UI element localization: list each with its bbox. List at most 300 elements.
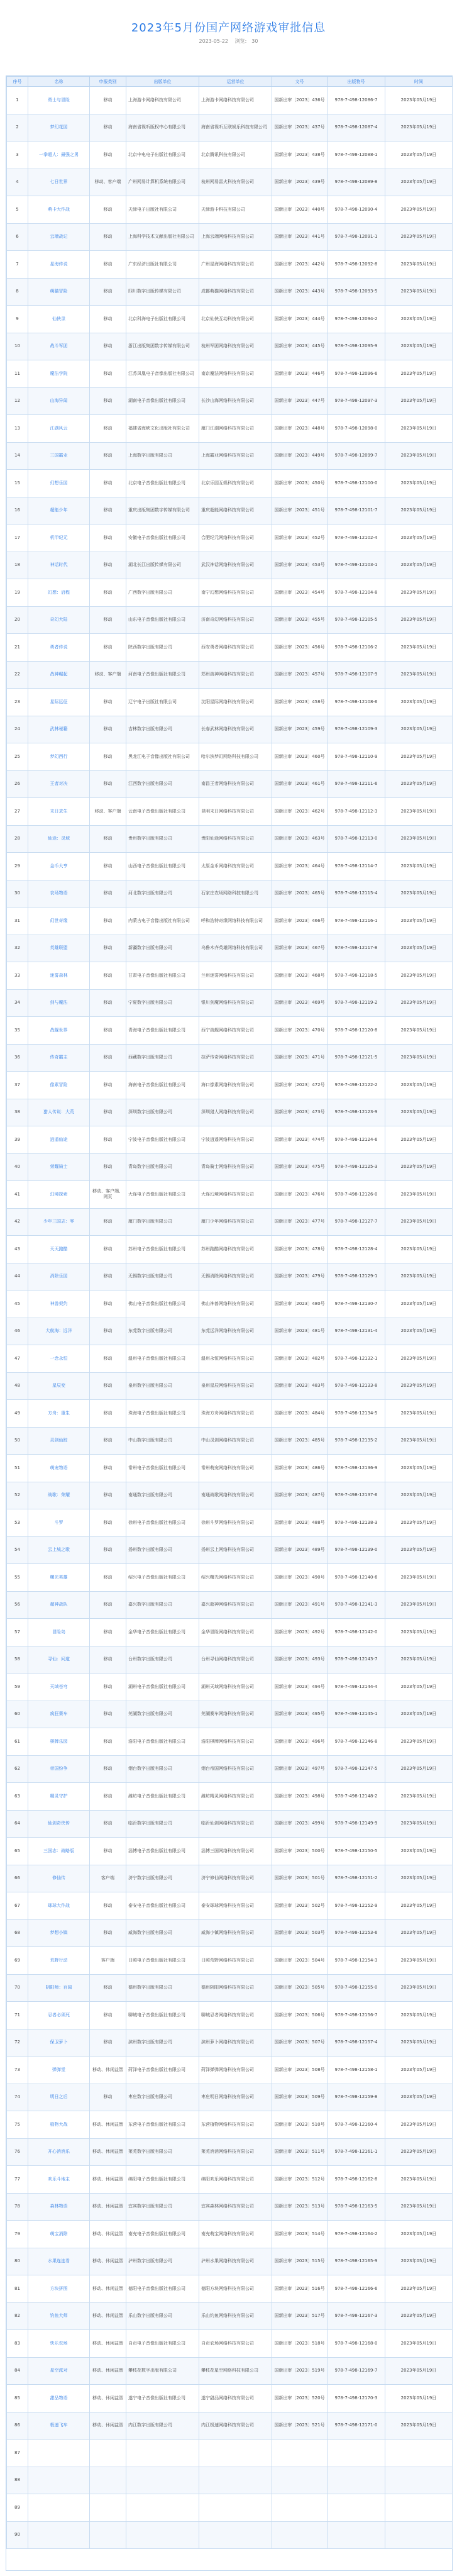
cell-name[interactable]: 仙剑奇侠传	[28, 1810, 90, 1838]
cell-name[interactable]: 机甲纪元	[28, 525, 90, 552]
views-label: 浏览:	[234, 38, 247, 44]
cell-document-no: 国新出审〔2023〕461号	[272, 770, 328, 798]
cell-name[interactable]: 战斗军团	[28, 333, 90, 360]
col-header-category: 申报类别	[90, 77, 126, 87]
cell-publisher: 常州电子音像出版社有限公司	[126, 1455, 199, 1482]
cell-isbn: 978-7-498-12169-7	[328, 2357, 385, 2385]
cell-isbn: 978-7-498-12099-7	[328, 442, 385, 470]
cell-document-no: 国新出审〔2023〕516号	[272, 2275, 328, 2303]
cell-no: 90	[7, 2521, 28, 2549]
cell-date: 2023年05月19日	[385, 2330, 453, 2358]
cell-name[interactable]: 战舰世界	[28, 1017, 90, 1045]
cell-publisher: 泰安电子音像出版社有限公司	[126, 1892, 199, 1920]
cell-no: 59	[7, 1674, 28, 1701]
cell-name[interactable]: 疯狂赛车	[28, 1701, 90, 1728]
cell-publisher: 无锡数字出版有限公司	[126, 1263, 199, 1291]
cell-operator: 烟台帝国网络科技有限公司	[199, 1755, 272, 1783]
cell-document-no: 国新出审〔2023〕488号	[272, 1509, 328, 1537]
cell-publisher: 宁夏数字出版有限公司	[126, 989, 199, 1017]
cell-name[interactable]: 植物大战	[28, 2111, 90, 2139]
cell-publisher: 淄博电子音像出版社有限公司	[126, 1838, 199, 1865]
cell-date: 2023年05月19日	[385, 1181, 453, 1209]
cell-publisher: 吉林数字出版有限公司	[126, 716, 199, 743]
table-row	[7, 525, 453, 552]
cell-document-no: 国新出审〔2023〕492号	[272, 1619, 328, 1646]
cell-name[interactable]: 幻世奇缘	[28, 908, 90, 935]
cell-name[interactable]: 寻仙：问道	[28, 1646, 90, 1674]
cell-document-no: 国新出审〔2023〕471号	[272, 1044, 328, 1072]
cell-name[interactable]: 战神崛起	[28, 661, 90, 689]
cell-name[interactable]: 神兽契约	[28, 1291, 90, 1318]
table-row	[7, 142, 453, 169]
cell-name[interactable]: 星空派对	[28, 2357, 90, 2385]
cell-name[interactable]: 云上城之歌	[28, 1536, 90, 1564]
cell-no: 3	[7, 142, 28, 169]
cell-no: 1	[7, 87, 28, 114]
cell-isbn: 978-7-498-12147-5	[328, 1755, 385, 1783]
cell-operator: 海南省视听互联娱乐科技有限公司	[199, 114, 272, 142]
cell-name[interactable]: 仙侠录	[28, 306, 90, 333]
cell-name[interactable]: 天域苍穹	[28, 1674, 90, 1701]
cell-date: 2023年05月19日	[385, 1619, 453, 1646]
cell-publisher: 山东电子音像出版社有限公司	[126, 606, 199, 634]
table-row	[7, 1099, 453, 1126]
cell-publisher: 湖北长江出版传媒有限公司	[126, 552, 199, 579]
cell-date: 2023年05月19日	[385, 2002, 453, 2029]
cell-document-no: 国新出审〔2023〕459号	[272, 716, 328, 743]
cell-document-no: 国新出审〔2023〕440号	[272, 196, 328, 224]
cell-name[interactable]: 明日之后	[28, 2084, 90, 2111]
cell-isbn: 978-7-498-12095-9	[328, 333, 385, 360]
cell-date: 2023年05月19日	[385, 552, 453, 579]
table-row	[7, 962, 453, 990]
cell-operator: 西安勇者网络科技有限公司	[199, 634, 272, 662]
cell-category: 移动	[90, 415, 126, 443]
cell-category: 移动	[90, 552, 126, 579]
cell-name[interactable]: 阴阳师：百闻	[28, 1974, 90, 2002]
cell-isbn: 978-7-498-12104-8	[328, 579, 385, 607]
cell-operator: 石家庄农场网络科技有限公司	[199, 880, 272, 908]
cell-name[interactable]: 三国霸业	[28, 442, 90, 470]
cell-name[interactable]: 方舟：重生	[28, 1400, 90, 1428]
cell-name[interactable]: 忍者必须死	[28, 2002, 90, 2029]
cell-name[interactable]: 保卫萝卜	[28, 2029, 90, 2057]
cell-no: 20	[7, 606, 28, 634]
cell-document-no: 国新出审〔2023〕520号	[272, 2385, 328, 2412]
cell-name[interactable]: 勇士与冒险	[28, 87, 90, 114]
cell-name[interactable]: 水果连连看	[28, 2248, 90, 2275]
cell-document-no: 国新出审〔2023〕447号	[272, 387, 328, 415]
cell-name[interactable]: 棋牌乐园	[28, 1728, 90, 1756]
table-row	[7, 1372, 453, 1400]
cell-document-no: 国新出审〔2023〕437号	[272, 114, 328, 142]
cell-no: 52	[7, 1482, 28, 1509]
cell-operator: 济南奇幻网络科技有限公司	[199, 606, 272, 634]
cell-name[interactable]: 七日世界	[28, 169, 90, 196]
cell-name[interactable]: 幻想：启程	[28, 579, 90, 607]
cell-category: 移动	[90, 306, 126, 333]
cell-document-no: 国新出审〔2023〕467号	[272, 935, 328, 962]
cell-name[interactable]: 末日求生	[28, 798, 90, 826]
approval-table-container	[6, 75, 453, 2571]
cell-publisher: 广东经济出版社有限公司	[126, 251, 199, 279]
cell-name[interactable]: 精灵守护	[28, 1783, 90, 1811]
cell-publisher: 浙江出版集团数字传媒有限公司	[126, 333, 199, 360]
cell-no: 29	[7, 853, 28, 880]
cell-operator: 上海霸业网络科技有限公司	[199, 442, 272, 470]
cell-operator: 台州寻仙网络科技有限公司	[199, 1646, 272, 1674]
cell-date: 2023年05月19日	[385, 1728, 453, 1756]
cell-category: 移动	[90, 1619, 126, 1646]
cell-name[interactable]: 山海异闻	[28, 387, 90, 415]
cell-operator: 长沙山海网络科技有限公司	[199, 387, 272, 415]
cell-name[interactable]: 球球大作战	[28, 1892, 90, 1920]
cell-category: 移动、客户端	[90, 798, 126, 826]
cell-name[interactable]: 星际远征	[28, 689, 90, 716]
cell-name[interactable]: 修仙传	[28, 1865, 90, 1892]
cell-publisher: 徐州电子音像出版社有限公司	[126, 1509, 199, 1537]
cell-isbn: 978-7-498-12144-4	[328, 1674, 385, 1701]
table-row	[7, 114, 453, 142]
cell-date: 2023年05月19日	[385, 935, 453, 962]
cell-operator: 昆明末日网络科技有限公司	[199, 798, 272, 826]
cell-no: 58	[7, 1646, 28, 1674]
cell-category: 移动	[90, 1919, 126, 1947]
cell-name[interactable]	[28, 2440, 90, 2467]
cell-name[interactable]: 萌宠物语	[28, 1455, 90, 1482]
cell-isbn: 978-7-498-12128-4	[328, 1236, 385, 1263]
cell-publisher: 中山数字出版有限公司	[126, 1427, 199, 1455]
table-row	[7, 2193, 453, 2221]
cell-isbn: 978-7-498-12148-2	[328, 1783, 385, 1811]
cell-category: 移动	[90, 1564, 126, 1592]
cell-date: 2023年05月19日	[385, 853, 453, 880]
cell-name[interactable]: 迷雾森林	[28, 962, 90, 990]
cell-name[interactable]: 梦幻花园	[28, 114, 90, 142]
cell-category: 移动	[90, 1728, 126, 1756]
cell-isbn	[328, 2494, 385, 2522]
cell-name[interactable]: 冒险岛	[28, 1619, 90, 1646]
cell-date: 2023年05月19日	[385, 2385, 453, 2412]
cell-no: 37	[7, 1072, 28, 1099]
cell-document-no: 国新出审〔2023〕479号	[272, 1263, 328, 1291]
cell-document-no: 国新出审〔2023〕446号	[272, 360, 328, 388]
cell-name[interactable]: 猎人传说：大荒	[28, 1099, 90, 1126]
cell-date: 2023年05月19日	[385, 2221, 453, 2248]
cell-no: 41	[7, 1181, 28, 1209]
cell-name[interactable]: 天天跑酷	[28, 1236, 90, 1263]
cell-isbn: 978-7-498-12130-7	[328, 1291, 385, 1318]
cell-document-no: 国新出审〔2023〕463号	[272, 825, 328, 853]
cell-publisher: 江苏凤凰电子音像出版社有限公司	[126, 360, 199, 388]
cell-publisher: 新疆数字出版有限公司	[126, 935, 199, 962]
cell-name[interactable]: 弹弹堂	[28, 2057, 90, 2084]
cell-document-no: 国新出审〔2023〕509号	[272, 2084, 328, 2111]
cell-no: 63	[7, 1783, 28, 1811]
cell-operator: 兰州迷雾网络科技有限公司	[199, 962, 272, 990]
table-row	[7, 169, 453, 196]
cell-operator: 厦门少年网络科技有限公司	[199, 1208, 272, 1236]
cell-category: 移动	[90, 1892, 126, 1920]
cell-category: 移动、休闲益智	[90, 2302, 126, 2330]
cell-document-no: 国新出审〔2023〕483号	[272, 1372, 328, 1400]
cell-name[interactable]: 星辰变	[28, 1372, 90, 1400]
cell-category: 移动	[90, 743, 126, 771]
cell-category: 移动	[90, 634, 126, 662]
cell-name[interactable]: 逍遥仙途	[28, 1126, 90, 1154]
cell-date: 2023年05月19日	[385, 1892, 453, 1920]
cell-category: 移动	[90, 1482, 126, 1509]
cell-publisher: 南通数字出版有限公司	[126, 1482, 199, 1509]
cell-name[interactable]: 幻想乐园	[28, 470, 90, 497]
cell-operator: 威海小镇网络科技有限公司	[199, 1919, 272, 1947]
cell-document-no: 国新出审〔2023〕508号	[272, 2057, 328, 2084]
cell-name[interactable]: 农场物语	[28, 880, 90, 908]
cell-isbn: 978-7-498-12101-7	[328, 497, 385, 525]
cell-name[interactable]	[28, 2521, 90, 2549]
cell-category: 移动	[90, 1372, 126, 1400]
cell-date: 2023年05月19日	[385, 114, 453, 142]
cell-name[interactable]: 幻境探索	[28, 1181, 90, 1209]
cell-publisher	[126, 2521, 199, 2549]
cell-no: 67	[7, 1892, 28, 1920]
cell-name[interactable]: 荒野行动	[28, 1947, 90, 1975]
cell-date	[385, 2440, 453, 2467]
cell-document-no: 国新出审〔2023〕495号	[272, 1701, 328, 1728]
cell-isbn: 978-7-498-12165-9	[328, 2248, 385, 2275]
cell-name[interactable]: 荣耀骑士	[28, 1153, 90, 1181]
table-header-row	[7, 77, 453, 87]
cell-date: 2023年05月19日	[385, 1947, 453, 1975]
cell-name[interactable]: 方块拼图	[28, 2275, 90, 2303]
cell-date: 2023年05月19日	[385, 743, 453, 771]
cell-name[interactable]: 超神战队	[28, 1591, 90, 1619]
table-row	[7, 1291, 453, 1318]
cell-name[interactable]: 三国志：战略版	[28, 1838, 90, 1865]
table-row	[7, 1947, 453, 1975]
cell-no: 75	[7, 2111, 28, 2139]
cell-isbn: 978-7-498-12167-3	[328, 2302, 385, 2330]
cell-document-no: 国新出审〔2023〕465号	[272, 880, 328, 908]
table-row	[7, 2084, 453, 2111]
table-row	[7, 2111, 453, 2139]
cell-publisher: 北京中电电子出版社有限公司	[126, 142, 199, 169]
cell-no: 16	[7, 497, 28, 525]
cell-isbn: 978-7-498-12154-3	[328, 1947, 385, 1975]
cell-name[interactable]: 欢乐斗地主	[28, 2166, 90, 2194]
cell-name[interactable]: 极速飞车	[28, 2412, 90, 2440]
table-body	[7, 87, 453, 2549]
cell-name[interactable]: 快乐农场	[28, 2330, 90, 2358]
cell-date: 2023年05月19日	[385, 278, 453, 306]
cell-publisher: 湖南电子音像出版社有限公司	[126, 387, 199, 415]
cell-name[interactable]: 开心消消乐	[28, 2138, 90, 2166]
cell-publisher: 河北数字出版有限公司	[126, 880, 199, 908]
cell-date: 2023年05月19日	[385, 1126, 453, 1154]
cell-name[interactable]: 萌猫冒险	[28, 278, 90, 306]
cell-isbn: 978-7-498-12100-0	[328, 470, 385, 497]
cell-document-no: 国新出审〔2023〕510号	[272, 2111, 328, 2139]
cell-category: 移动	[90, 333, 126, 360]
cell-name[interactable]: 武林秘籍	[28, 716, 90, 743]
cell-operator: 乐山钓鱼网络科技有限公司	[199, 2302, 272, 2330]
cell-name[interactable]: 大航海：远洋	[28, 1318, 90, 1345]
cell-name[interactable]: 少年三国志：零	[28, 1208, 90, 1236]
cell-category: 移动	[90, 1427, 126, 1455]
cell-name[interactable]: 萌卡大作战	[28, 196, 90, 224]
cell-document-no	[272, 2440, 328, 2467]
cell-name[interactable]: 像素冒险	[28, 1072, 90, 1099]
cell-name[interactable]: 云端战记	[28, 223, 90, 251]
cell-document-no: 国新出审〔2023〕443号	[272, 278, 328, 306]
cell-name[interactable]: 梦幻西行	[28, 743, 90, 771]
cell-name[interactable]: 超能少年	[28, 497, 90, 525]
cell-date: 2023年05月19日	[385, 251, 453, 279]
cell-name[interactable]: 灵剑仙踪	[28, 1427, 90, 1455]
table-row	[7, 1181, 453, 1209]
cell-publisher: 宜宾数字出版有限公司	[126, 2193, 199, 2221]
cell-no: 8	[7, 278, 28, 306]
cell-no: 54	[7, 1536, 28, 1564]
cell-isbn: 978-7-498-12151-2	[328, 1865, 385, 1892]
table-row	[7, 1236, 453, 1263]
cell-isbn: 978-7-498-12157-4	[328, 2029, 385, 2057]
cell-publisher: 海南省视听版权中心有限公司	[126, 114, 199, 142]
cell-category: 移动	[90, 497, 126, 525]
cell-publisher: 佛山电子音像出版社有限公司	[126, 1291, 199, 1318]
cell-name[interactable]: 消除乐园	[28, 1263, 90, 1291]
cell-operator: 南京魔法网络科技有限公司	[199, 360, 272, 388]
cell-publisher: 内蒙古电子音像出版社有限公司	[126, 908, 199, 935]
cell-name[interactable]: 仙途：灵域	[28, 825, 90, 853]
cell-publisher: 黑龙江电子音像出版社有限公司	[126, 743, 199, 771]
cell-name[interactable]	[28, 2467, 90, 2494]
table-row	[7, 634, 453, 662]
cell-operator: 南通战歌网络科技有限公司	[199, 1482, 272, 1509]
cell-document-no: 国新出审〔2023〕455号	[272, 606, 328, 634]
cell-operator: 日照荒野网络科技有限公司	[199, 1947, 272, 1975]
cell-name[interactable]: 勇者传说	[28, 634, 90, 662]
cell-operator: 珠海方舟网络科技有限公司	[199, 1400, 272, 1428]
cell-date: 2023年05月19日	[385, 497, 453, 525]
cell-date: 2023年05月19日	[385, 2166, 453, 2194]
cell-document-no: 国新出审〔2023〕473号	[272, 1099, 328, 1126]
table-row	[7, 2467, 453, 2494]
cell-operator: 杭州军团网络科技有限公司	[199, 333, 272, 360]
cell-date: 2023年05月19日	[385, 989, 453, 1017]
cell-date: 2023年05月19日	[385, 2029, 453, 2057]
cell-no: 85	[7, 2385, 28, 2412]
cell-category: 移动	[90, 1400, 126, 1428]
cell-name[interactable]: 一念永恒	[28, 1345, 90, 1373]
cell-name[interactable]: 奇幻大陆	[28, 606, 90, 634]
cell-isbn: 978-7-498-12126-0	[328, 1181, 385, 1209]
cell-isbn: 978-7-498-12168-0	[328, 2330, 385, 2358]
cell-publisher: 绵阳电子音像出版社有限公司	[126, 2166, 199, 2194]
cell-name[interactable]: 英雄联盟	[28, 935, 90, 962]
cell-operator: 合肥纪元网络科技有限公司	[199, 525, 272, 552]
cell-operator: 南宁幻想网络科技有限公司	[199, 579, 272, 607]
table-row	[7, 1482, 453, 1509]
cell-no: 39	[7, 1126, 28, 1154]
cell-no: 22	[7, 661, 28, 689]
cell-name[interactable]: 斗罗	[28, 1509, 90, 1537]
cell-operator: 苏州跑酷网络科技有限公司	[199, 1236, 272, 1263]
cell-date: 2023年05月19日	[385, 880, 453, 908]
cell-name[interactable]: 一拳超人：最强之男	[28, 142, 90, 169]
table-row	[7, 1017, 453, 1045]
cell-name[interactable]: 帝国纷争	[28, 1755, 90, 1783]
cell-publisher: 大连电子音像出版社有限公司	[126, 1181, 199, 1209]
cell-document-no: 国新出审〔2023〕501号	[272, 1865, 328, 1892]
cell-name[interactable]: 钓鱼大师	[28, 2302, 90, 2330]
cell-operator: 自贡农场网络科技有限公司	[199, 2330, 272, 2358]
cell-category	[90, 2440, 126, 2467]
cell-name[interactable]: 传奇霸主	[28, 1044, 90, 1072]
cell-name[interactable]: 萌宝消除	[28, 2221, 90, 2248]
cell-document-no: 国新出审〔2023〕503号	[272, 1919, 328, 1947]
cell-name[interactable]: 金币大亨	[28, 853, 90, 880]
cell-isbn: 978-7-498-12133-8	[328, 1372, 385, 1400]
cell-isbn: 978-7-498-12108-6	[328, 689, 385, 716]
cell-date: 2023年05月19日	[385, 223, 453, 251]
cell-name[interactable]: 剑与魔法	[28, 989, 90, 1017]
table-row	[7, 1674, 453, 1701]
cell-isbn: 978-7-498-12119-2	[328, 989, 385, 1017]
cell-name[interactable]: 神话时代	[28, 552, 90, 579]
cell-no: 61	[7, 1728, 28, 1756]
cell-document-no: 国新出审〔2023〕478号	[272, 1236, 328, 1263]
cell-name[interactable]: 星海传说	[28, 251, 90, 279]
cell-isbn	[328, 2440, 385, 2467]
cell-name[interactable]: 魔法学院	[28, 360, 90, 388]
cell-isbn: 978-7-498-12107-9	[328, 661, 385, 689]
cell-no: 25	[7, 743, 28, 771]
cell-date: 2023年05月19日	[385, 716, 453, 743]
cell-publisher: 菏泽电子音像出版社有限公司	[126, 2057, 199, 2084]
cell-publisher: 广西数字出版有限公司	[126, 579, 199, 607]
cell-category: 移动	[90, 606, 126, 634]
cell-isbn: 978-7-498-12122-2	[328, 1072, 385, 1099]
cell-name[interactable]: 甜品物语	[28, 2385, 90, 2412]
cell-publisher: 芜湖数字出版有限公司	[126, 1701, 199, 1728]
cell-name[interactable]: 曙光英雄	[28, 1564, 90, 1592]
cell-date: 2023年05月19日	[385, 1755, 453, 1783]
cell-name[interactable]: 王者对决	[28, 770, 90, 798]
cell-no: 38	[7, 1099, 28, 1126]
cell-isbn: 978-7-498-12156-7	[328, 2002, 385, 2029]
cell-name[interactable]: 战歌：荣耀	[28, 1482, 90, 1509]
cell-category: 移动	[90, 962, 126, 990]
cell-no: 77	[7, 2166, 28, 2194]
cell-name[interactable]: 江湖风云	[28, 415, 90, 443]
cell-operator: 郑州战神网络科技有限公司	[199, 661, 272, 689]
cell-isbn: 978-7-498-12093-5	[328, 278, 385, 306]
cell-document-no: 国新出审〔2023〕491号	[272, 1591, 328, 1619]
cell-no: 87	[7, 2440, 28, 2467]
cell-name[interactable]: 森林物语	[28, 2193, 90, 2221]
cell-document-no: 国新出审〔2023〕489号	[272, 1536, 328, 1564]
cell-date	[385, 2494, 453, 2522]
cell-date: 2023年05月19日	[385, 1153, 453, 1181]
cell-category: 移动	[90, 1591, 126, 1619]
table-row	[7, 2029, 453, 2057]
cell-document-no: 国新出审〔2023〕444号	[272, 306, 328, 333]
cell-date: 2023年05月19日	[385, 470, 453, 497]
cell-name[interactable]	[28, 2494, 90, 2522]
cell-date: 2023年05月19日	[385, 798, 453, 826]
cell-name[interactable]: 梦想小镇	[28, 1919, 90, 1947]
